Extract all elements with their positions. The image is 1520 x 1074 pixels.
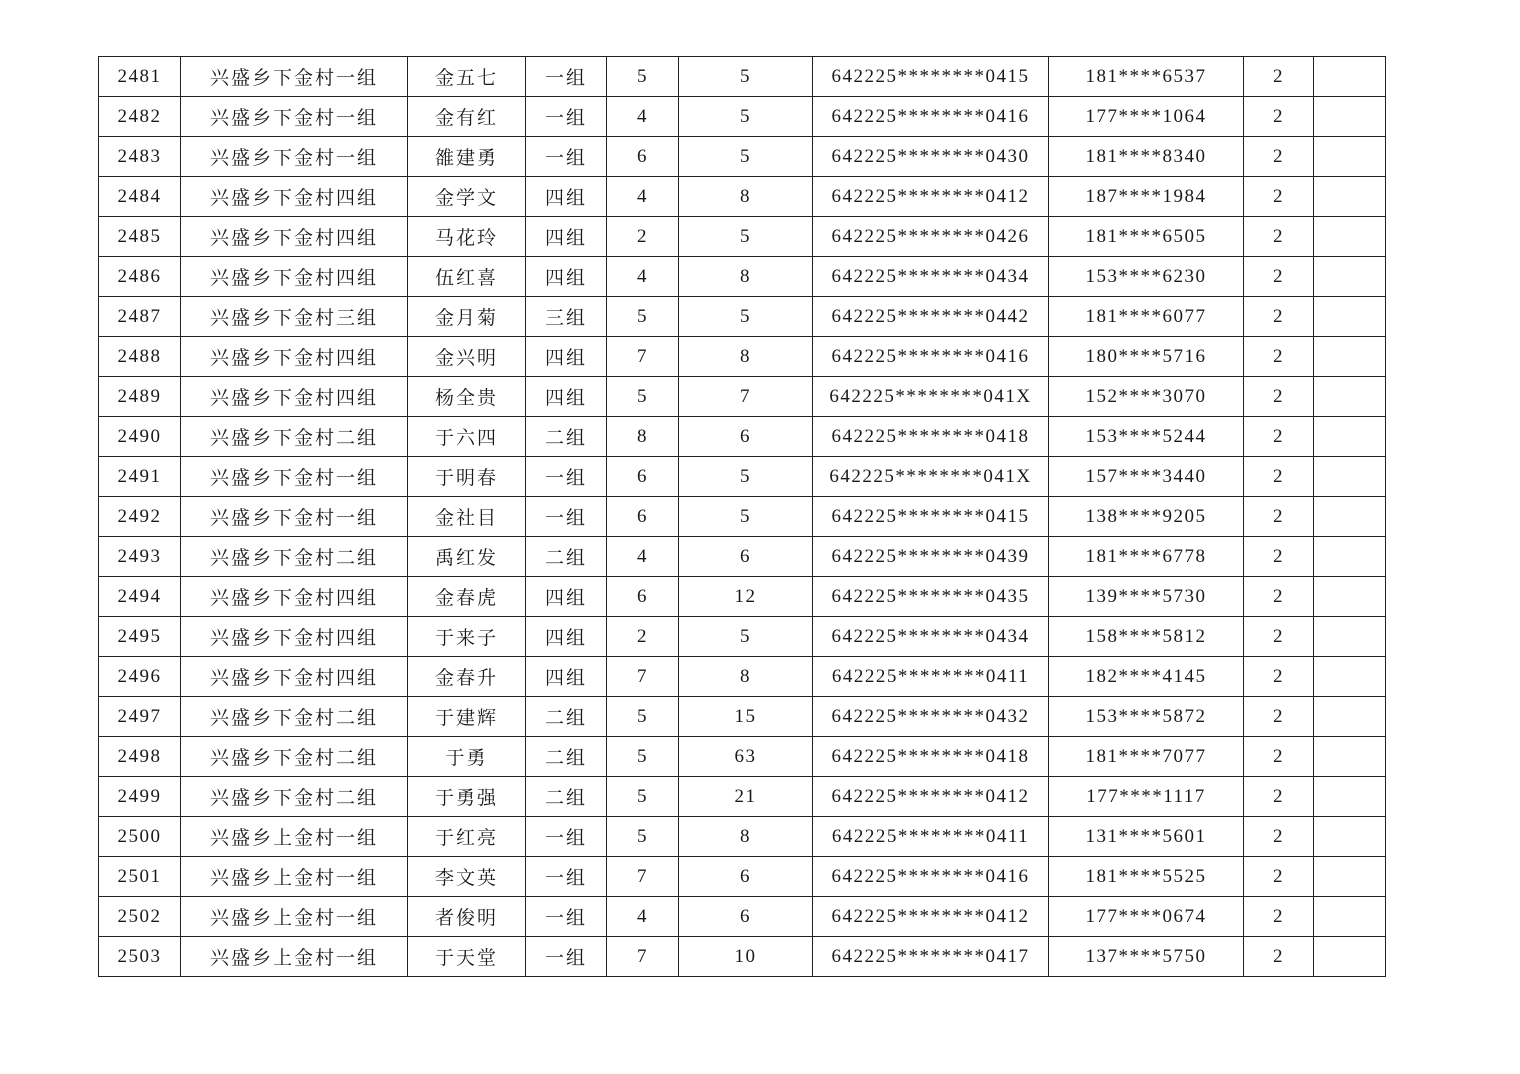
table-row xyxy=(99,417,1386,457)
note-cell xyxy=(1314,617,1386,657)
id-number-cell: 642225********041X xyxy=(813,457,1049,497)
household-size-cell: 6 xyxy=(607,577,679,617)
name-cell: 马花玲 xyxy=(408,217,526,257)
phone-cell: 181****6077 xyxy=(1049,297,1244,337)
table-row xyxy=(99,577,1386,617)
note-cell xyxy=(1314,457,1386,497)
table-row xyxy=(99,457,1386,497)
count-cell: 2 xyxy=(1244,617,1314,657)
address-cell: 兴盛乡上金村一组 xyxy=(181,897,408,937)
area-cell: 8 xyxy=(679,817,813,857)
area-cell: 5 xyxy=(679,97,813,137)
group-cell: 一组 xyxy=(526,937,607,977)
name-cell: 于来子 xyxy=(408,617,526,657)
area-cell: 7 xyxy=(679,377,813,417)
household-size-cell: 7 xyxy=(607,937,679,977)
count-cell: 2 xyxy=(1244,217,1314,257)
table-row xyxy=(99,497,1386,537)
name-cell: 李文英 xyxy=(408,857,526,897)
table-row xyxy=(99,697,1386,737)
name-cell: 金月菊 xyxy=(408,297,526,337)
name-cell: 于六四 xyxy=(408,417,526,457)
household-size-cell: 4 xyxy=(607,177,679,217)
address-cell: 兴盛乡下金村四组 xyxy=(181,617,408,657)
name-cell: 金有红 xyxy=(408,97,526,137)
address-cell: 兴盛乡下金村一组 xyxy=(181,97,408,137)
table-row xyxy=(99,617,1386,657)
count-cell: 2 xyxy=(1244,337,1314,377)
serial-cell: 2501 xyxy=(99,857,181,897)
id-number-cell: 642225********0411 xyxy=(813,817,1049,857)
address-cell: 兴盛乡上金村一组 xyxy=(181,857,408,897)
count-cell: 2 xyxy=(1244,857,1314,897)
note-cell xyxy=(1314,97,1386,137)
group-cell: 二组 xyxy=(526,697,607,737)
group-cell: 一组 xyxy=(526,497,607,537)
id-number-cell: 642225********0415 xyxy=(813,57,1049,97)
name-cell: 金学文 xyxy=(408,177,526,217)
area-cell: 15 xyxy=(679,697,813,737)
address-cell: 兴盛乡下金村四组 xyxy=(181,217,408,257)
serial-cell: 2481 xyxy=(99,57,181,97)
household-size-cell: 7 xyxy=(607,657,679,697)
address-cell: 兴盛乡下金村二组 xyxy=(181,537,408,577)
group-cell: 四组 xyxy=(526,657,607,697)
address-cell: 兴盛乡上金村一组 xyxy=(181,937,408,977)
id-number-cell: 642225********041X xyxy=(813,377,1049,417)
household-size-cell: 7 xyxy=(607,337,679,377)
area-cell: 8 xyxy=(679,257,813,297)
address-cell: 兴盛乡上金村一组 xyxy=(181,817,408,857)
household-size-cell: 6 xyxy=(607,457,679,497)
serial-cell: 2495 xyxy=(99,617,181,657)
name-cell: 于勇 xyxy=(408,737,526,777)
phone-cell: 181****7077 xyxy=(1049,737,1244,777)
note-cell xyxy=(1314,537,1386,577)
household-size-cell: 2 xyxy=(607,217,679,257)
group-cell: 四组 xyxy=(526,577,607,617)
count-cell: 2 xyxy=(1244,417,1314,457)
group-cell: 二组 xyxy=(526,537,607,577)
area-cell: 6 xyxy=(679,897,813,937)
area-cell: 5 xyxy=(679,497,813,537)
note-cell xyxy=(1314,857,1386,897)
phone-cell: 181****8340 xyxy=(1049,137,1244,177)
id-number-cell: 642225********0412 xyxy=(813,177,1049,217)
phone-cell: 152****3070 xyxy=(1049,377,1244,417)
note-cell xyxy=(1314,817,1386,857)
name-cell: 于建辉 xyxy=(408,697,526,737)
area-cell: 63 xyxy=(679,737,813,777)
phone-cell: 180****5716 xyxy=(1049,337,1244,377)
note-cell xyxy=(1314,377,1386,417)
address-cell: 兴盛乡下金村四组 xyxy=(181,177,408,217)
count-cell: 2 xyxy=(1244,537,1314,577)
id-number-cell: 642225********0418 xyxy=(813,417,1049,457)
group-cell: 一组 xyxy=(526,897,607,937)
address-cell: 兴盛乡下金村二组 xyxy=(181,697,408,737)
area-cell: 10 xyxy=(679,937,813,977)
count-cell: 2 xyxy=(1244,577,1314,617)
count-cell: 2 xyxy=(1244,177,1314,217)
table-row xyxy=(99,257,1386,297)
note-cell xyxy=(1314,497,1386,537)
serial-cell: 2491 xyxy=(99,457,181,497)
household-size-cell: 4 xyxy=(607,257,679,297)
serial-cell: 2496 xyxy=(99,657,181,697)
area-cell: 8 xyxy=(679,657,813,697)
phone-cell: 138****9205 xyxy=(1049,497,1244,537)
serial-cell: 2498 xyxy=(99,737,181,777)
group-cell: 一组 xyxy=(526,457,607,497)
phone-cell: 139****5730 xyxy=(1049,577,1244,617)
name-cell: 于红亮 xyxy=(408,817,526,857)
id-number-cell: 642225********0415 xyxy=(813,497,1049,537)
table-row xyxy=(99,137,1386,177)
household-size-cell: 4 xyxy=(607,897,679,937)
address-cell: 兴盛乡下金村三组 xyxy=(181,297,408,337)
id-number-cell: 642225********0442 xyxy=(813,297,1049,337)
serial-cell: 2493 xyxy=(99,537,181,577)
note-cell xyxy=(1314,697,1386,737)
count-cell: 2 xyxy=(1244,937,1314,977)
area-cell: 5 xyxy=(679,457,813,497)
count-cell: 2 xyxy=(1244,97,1314,137)
id-number-cell: 642225********0418 xyxy=(813,737,1049,777)
serial-cell: 2492 xyxy=(99,497,181,537)
household-size-cell: 4 xyxy=(607,537,679,577)
address-cell: 兴盛乡下金村四组 xyxy=(181,657,408,697)
note-cell xyxy=(1314,737,1386,777)
table-row xyxy=(99,937,1386,977)
phone-cell: 137****5750 xyxy=(1049,937,1244,977)
serial-cell: 2489 xyxy=(99,377,181,417)
household-size-cell: 5 xyxy=(607,777,679,817)
table-row xyxy=(99,97,1386,137)
count-cell: 2 xyxy=(1244,657,1314,697)
household-size-cell: 8 xyxy=(607,417,679,457)
group-cell: 四组 xyxy=(526,377,607,417)
table-row xyxy=(99,537,1386,577)
household-size-cell: 6 xyxy=(607,137,679,177)
name-cell: 雒建勇 xyxy=(408,137,526,177)
id-number-cell: 642225********0412 xyxy=(813,897,1049,937)
data-table xyxy=(98,56,1386,977)
area-cell: 5 xyxy=(679,137,813,177)
address-cell: 兴盛乡下金村一组 xyxy=(181,57,408,97)
group-cell: 一组 xyxy=(526,857,607,897)
group-cell: 四组 xyxy=(526,217,607,257)
area-cell: 5 xyxy=(679,217,813,257)
area-cell: 8 xyxy=(679,177,813,217)
phone-cell: 181****6537 xyxy=(1049,57,1244,97)
phone-cell: 177****1064 xyxy=(1049,97,1244,137)
group-cell: 一组 xyxy=(526,97,607,137)
table-row xyxy=(99,337,1386,377)
name-cell: 金五七 xyxy=(408,57,526,97)
household-size-cell: 5 xyxy=(607,737,679,777)
name-cell: 者俊明 xyxy=(408,897,526,937)
id-number-cell: 642225********0411 xyxy=(813,657,1049,697)
group-cell: 四组 xyxy=(526,257,607,297)
phone-cell: 158****5812 xyxy=(1049,617,1244,657)
household-size-cell: 7 xyxy=(607,857,679,897)
address-cell: 兴盛乡下金村一组 xyxy=(181,457,408,497)
count-cell: 2 xyxy=(1244,297,1314,337)
id-number-cell: 642225********0432 xyxy=(813,697,1049,737)
note-cell xyxy=(1314,577,1386,617)
household-size-cell: 5 xyxy=(607,57,679,97)
phone-cell: 181****5525 xyxy=(1049,857,1244,897)
phone-cell: 157****3440 xyxy=(1049,457,1244,497)
id-number-cell: 642225********0430 xyxy=(813,137,1049,177)
phone-cell: 153****6230 xyxy=(1049,257,1244,297)
table-row xyxy=(99,57,1386,97)
phone-cell: 131****5601 xyxy=(1049,817,1244,857)
name-cell: 金兴明 xyxy=(408,337,526,377)
serial-cell: 2494 xyxy=(99,577,181,617)
serial-cell: 2497 xyxy=(99,697,181,737)
phone-cell: 177****0674 xyxy=(1049,897,1244,937)
phone-cell: 181****6505 xyxy=(1049,217,1244,257)
id-number-cell: 642225********0434 xyxy=(813,617,1049,657)
area-cell: 8 xyxy=(679,337,813,377)
serial-cell: 2499 xyxy=(99,777,181,817)
id-number-cell: 642225********0434 xyxy=(813,257,1049,297)
serial-cell: 2503 xyxy=(99,937,181,977)
area-cell: 6 xyxy=(679,857,813,897)
serial-cell: 2486 xyxy=(99,257,181,297)
address-cell: 兴盛乡下金村一组 xyxy=(181,497,408,537)
area-cell: 5 xyxy=(679,57,813,97)
table-row xyxy=(99,657,1386,697)
area-cell: 5 xyxy=(679,617,813,657)
household-size-cell: 6 xyxy=(607,497,679,537)
phone-cell: 187****1984 xyxy=(1049,177,1244,217)
serial-cell: 2483 xyxy=(99,137,181,177)
note-cell xyxy=(1314,57,1386,97)
id-number-cell: 642225********0416 xyxy=(813,337,1049,377)
group-cell: 二组 xyxy=(526,777,607,817)
group-cell: 二组 xyxy=(526,737,607,777)
table-row xyxy=(99,897,1386,937)
note-cell xyxy=(1314,137,1386,177)
serial-cell: 2485 xyxy=(99,217,181,257)
note-cell xyxy=(1314,217,1386,257)
address-cell: 兴盛乡下金村一组 xyxy=(181,137,408,177)
household-size-cell: 5 xyxy=(607,297,679,337)
table-row xyxy=(99,217,1386,257)
serial-cell: 2484 xyxy=(99,177,181,217)
table-row xyxy=(99,177,1386,217)
group-cell: 二组 xyxy=(526,417,607,457)
count-cell: 2 xyxy=(1244,817,1314,857)
table-row xyxy=(99,777,1386,817)
address-cell: 兴盛乡下金村二组 xyxy=(181,417,408,457)
address-cell: 兴盛乡下金村二组 xyxy=(181,737,408,777)
note-cell xyxy=(1314,177,1386,217)
serial-cell: 2488 xyxy=(99,337,181,377)
household-size-cell: 2 xyxy=(607,617,679,657)
household-size-cell: 5 xyxy=(607,697,679,737)
table-row xyxy=(99,377,1386,417)
id-number-cell: 642225********0435 xyxy=(813,577,1049,617)
phone-cell: 177****1117 xyxy=(1049,777,1244,817)
table-row xyxy=(99,857,1386,897)
count-cell: 2 xyxy=(1244,257,1314,297)
serial-cell: 2487 xyxy=(99,297,181,337)
table-row xyxy=(99,737,1386,777)
id-number-cell: 642225********0439 xyxy=(813,537,1049,577)
household-size-cell: 5 xyxy=(607,377,679,417)
household-size-cell: 5 xyxy=(607,817,679,857)
note-cell xyxy=(1314,937,1386,977)
group-cell: 四组 xyxy=(526,617,607,657)
note-cell xyxy=(1314,297,1386,337)
count-cell: 2 xyxy=(1244,897,1314,937)
count-cell: 2 xyxy=(1244,697,1314,737)
note-cell xyxy=(1314,897,1386,937)
phone-cell: 181****6778 xyxy=(1049,537,1244,577)
count-cell: 2 xyxy=(1244,377,1314,417)
area-cell: 21 xyxy=(679,777,813,817)
serial-cell: 2482 xyxy=(99,97,181,137)
name-cell: 金春虎 xyxy=(408,577,526,617)
group-cell: 四组 xyxy=(526,337,607,377)
address-cell: 兴盛乡下金村四组 xyxy=(181,577,408,617)
area-cell: 5 xyxy=(679,297,813,337)
id-number-cell: 642225********0412 xyxy=(813,777,1049,817)
household-size-cell: 4 xyxy=(607,97,679,137)
id-number-cell: 642225********0416 xyxy=(813,97,1049,137)
count-cell: 2 xyxy=(1244,497,1314,537)
name-cell: 金社目 xyxy=(408,497,526,537)
name-cell: 杨全贵 xyxy=(408,377,526,417)
address-cell: 兴盛乡下金村二组 xyxy=(181,777,408,817)
address-cell: 兴盛乡下金村四组 xyxy=(181,377,408,417)
area-cell: 6 xyxy=(679,417,813,457)
id-number-cell: 642225********0417 xyxy=(813,937,1049,977)
table-row xyxy=(99,817,1386,857)
name-cell: 于明春 xyxy=(408,457,526,497)
group-cell: 一组 xyxy=(526,817,607,857)
area-cell: 6 xyxy=(679,537,813,577)
name-cell: 伍红喜 xyxy=(408,257,526,297)
name-cell: 于勇强 xyxy=(408,777,526,817)
group-cell: 一组 xyxy=(526,137,607,177)
name-cell: 于天堂 xyxy=(408,937,526,977)
phone-cell: 153****5244 xyxy=(1049,417,1244,457)
name-cell: 禹红发 xyxy=(408,537,526,577)
address-cell: 兴盛乡下金村四组 xyxy=(181,257,408,297)
note-cell xyxy=(1314,257,1386,297)
phone-cell: 153****5872 xyxy=(1049,697,1244,737)
count-cell: 2 xyxy=(1244,777,1314,817)
count-cell: 2 xyxy=(1244,57,1314,97)
area-cell: 12 xyxy=(679,577,813,617)
count-cell: 2 xyxy=(1244,457,1314,497)
note-cell xyxy=(1314,417,1386,457)
count-cell: 2 xyxy=(1244,737,1314,777)
name-cell: 金春升 xyxy=(408,657,526,697)
note-cell xyxy=(1314,657,1386,697)
address-cell: 兴盛乡下金村四组 xyxy=(181,337,408,377)
group-cell: 一组 xyxy=(526,57,607,97)
id-number-cell: 642225********0426 xyxy=(813,217,1049,257)
note-cell xyxy=(1314,337,1386,377)
group-cell: 三组 xyxy=(526,297,607,337)
table-body xyxy=(99,57,1386,977)
table-row xyxy=(99,297,1386,337)
note-cell xyxy=(1314,777,1386,817)
count-cell: 2 xyxy=(1244,137,1314,177)
id-number-cell: 642225********0416 xyxy=(813,857,1049,897)
serial-cell: 2502 xyxy=(99,897,181,937)
group-cell: 四组 xyxy=(526,177,607,217)
serial-cell: 2490 xyxy=(99,417,181,457)
serial-cell: 2500 xyxy=(99,817,181,857)
phone-cell: 182****4145 xyxy=(1049,657,1244,697)
